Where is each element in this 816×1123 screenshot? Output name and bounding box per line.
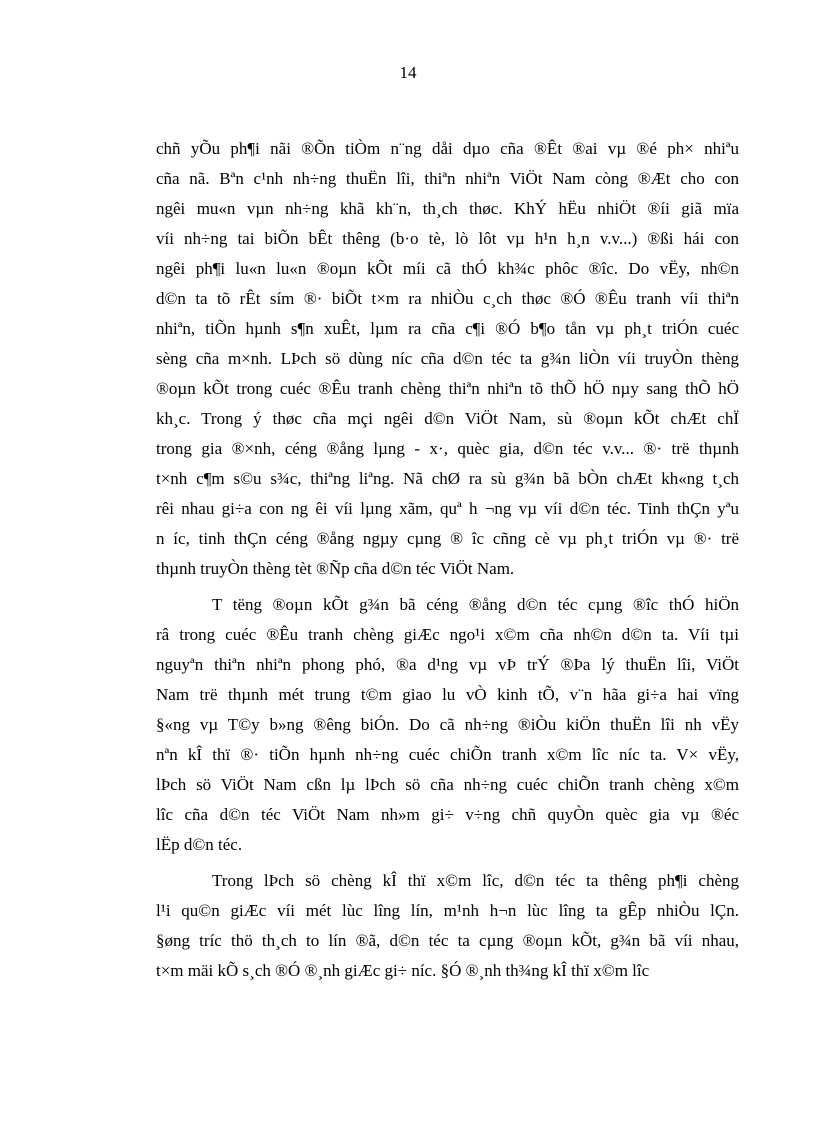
- text-line: lËp d©n téc.: [156, 835, 243, 854]
- text-line: §øng tríc thö th¸ch to lín ®ã, d©n téc ta cµng ®oµn kÕt, g¾n bã víi nhau,: [156, 931, 739, 950]
- text-line: lîc cña d©n téc ViÖt Nam nh»m gi÷ v÷ng chñ quyÒn quèc gia vµ ®éc: [156, 805, 739, 824]
- text-line: d©n ta tõ rÊt sím ®· biÕt t×m ra nhiÒu c¸ch thøc ®Ó ®Êu tranh víi thiªn: [156, 289, 739, 308]
- text-line: rêi nhau gi÷a con ng êi víi lµng xãm, quª h ¬ng vµ víi d©n téc. Tinh thÇn yªu: [156, 499, 739, 518]
- text-line: §«ng vµ T©y b»ng ®êng biÓn. Do cã nh÷ng ®iÒu kiÖn thuËn lîi nh vËy: [156, 715, 739, 734]
- text-line: trong gia ®×nh, céng ®ång lµng - x·, quèc gia, d©n téc v.v... ®· trë thµnh: [156, 439, 739, 458]
- text-line: T tëng ®oµn kÕt g¾n bã céng ®ång d©n téc cµng ®îc thÓ hiÖn: [212, 595, 739, 614]
- text-line: nhiªn, tiÕn hµnh s¶n xuÊt, lµm ra cña c¶i ®Ó b¶o tån vµ ph¸t triÓn cuéc: [156, 319, 739, 338]
- text-line: Trong lÞch sö chèng kÎ thï x©m lîc, d©n téc ta thêng ph¶i chèng: [212, 871, 739, 890]
- text-line: t×m mäi kÕ s¸ch ®Ó ®¸nh giÆc gi÷ níc. §Ó ®¸nh th¾ng kÎ thï x©m lîc: [156, 961, 650, 980]
- text-line: t×nh c¶m s©u s¾c, thiªng liªng. Nã chØ ra sù g¾n bã bÒn chÆt kh«ng t¸ch: [156, 469, 739, 488]
- text-line: l¹i qu©n giÆc víi mét lùc lîng lín, m¹nh h¬n lùc lîng ta gÊp nhiÒu lÇn.: [156, 901, 739, 920]
- text-line: nguyªn thiªn nhiªn phong phó, ®a d¹ng vµ vÞ trÝ ®Þa lý thuËn lîi, ViÖt: [156, 655, 739, 674]
- text-line: lÞch sö ViÖt Nam cßn lµ lÞch sö cña nh÷ng cuéc chiÕn tranh chèng x©m: [156, 775, 739, 794]
- text-line: nªn kÎ thï ®· tiÕn hµnh nh÷ng cuéc chiÕn tranh x©m lîc níc ta. V× vËy,: [156, 745, 739, 764]
- page-number: 14: [399, 63, 417, 82]
- text-line: n íc, tinh thÇn céng ®ång ngµy cµng ® îc cñng cè vµ ph¸t triÓn vµ ®· trë: [156, 529, 739, 548]
- text-line: cña nã. Bªn c¹nh nh÷ng thuËn lîi, thiªn nhiªn ViÖt Nam còng ®Æt cho con: [156, 169, 739, 188]
- text-line: kh¸c. Trong ý thøc cña mçi ngêi d©n ViÖt Nam, sù ®oµn kÕt chÆt chÏ: [156, 409, 739, 428]
- text-line: ngêi ph¶i lu«n lu«n ®oµn kÕt míi cã thÓ kh¾c phôc ®îc. Do vËy, nh©n: [156, 259, 739, 278]
- text-line: râ trong cuéc ®Êu tranh chèng giÆc ngo¹i x©m cña nh©n d©n ta. Víi tµi: [156, 625, 739, 644]
- paragraph: [156, 590, 739, 860]
- paragraph: [156, 134, 739, 584]
- body-text: [156, 134, 739, 986]
- text-line: chñ yÕu ph¶i nãi ®Õn tiÒm n¨ng dåi dµo cña ®Êt ®ai vµ ®é ph× nhiªu: [156, 139, 739, 158]
- text-line: víi nh÷ng tai biÕn bÊt thêng (b·o tè, lò lôt vµ h¹n h¸n v.v...) ®ßi hái con: [156, 229, 739, 248]
- text-line: thµnh truyÒn thèng tèt ®Ñp cña d©n téc ViÖt Nam.: [156, 559, 515, 578]
- text-line: Nam trë thµnh mét trung t©m giao lu vÒ kinh tÕ, v¨n hãa gi÷a hai vïng: [156, 685, 739, 704]
- text-line: ®oµn kÕt trong cuéc ®Êu tranh chèng thiªn nhiªn tõ thÕ hÖ nµy sang thÕ hÖ: [156, 379, 739, 398]
- text-line: ngêi mu«n vµn nh÷ng khã kh¨n, th¸ch thøc. KhÝ hËu nhiÖt ®íi giã mïa: [156, 199, 739, 218]
- paragraph: [156, 866, 739, 986]
- text-line: sèng cña m×nh. LÞch sö dùng níc cña d©n téc ta g¾n liÒn víi truyÒn thèng: [156, 349, 739, 368]
